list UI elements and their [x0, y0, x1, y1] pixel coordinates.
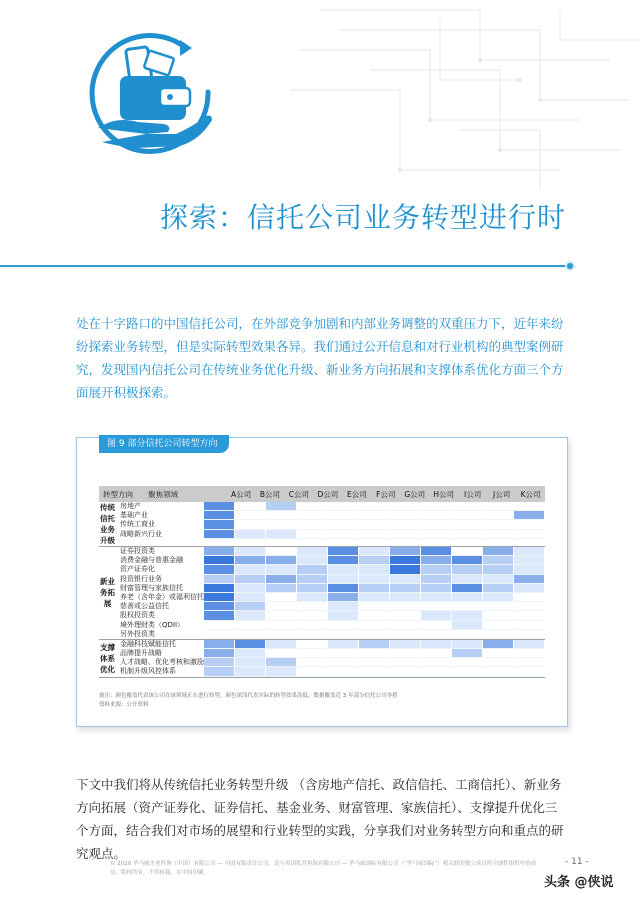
heat-cell	[266, 556, 297, 565]
heat-cell	[421, 584, 452, 593]
divider-dot	[565, 261, 575, 271]
heat-cell	[421, 640, 452, 649]
heat-cell	[421, 575, 452, 584]
heat-cell	[204, 593, 235, 602]
heat-cell	[514, 621, 545, 630]
heat-cell	[328, 547, 359, 556]
company-header: H公司	[433, 489, 455, 499]
focus-area-label: 股权投资类	[120, 611, 155, 620]
company-header: D公司	[317, 489, 339, 499]
heat-cell	[359, 565, 390, 574]
heat-cell	[514, 649, 545, 658]
heat-cell	[328, 584, 359, 593]
heat-cell	[359, 667, 390, 676]
heat-cell	[328, 530, 359, 539]
heat-cell	[514, 584, 545, 593]
focus-area-label: 另外投资类	[120, 629, 155, 638]
heat-cell	[483, 621, 514, 630]
focus-area-label: 财富管理与家族信托	[120, 583, 183, 592]
heat-cell	[483, 602, 514, 611]
heat-cell	[390, 621, 421, 630]
figure-note-text: 备注：颜色覆盖代表该公司在该领域正在进行转型，颜色深浅代表实际的转型效果高低，数据覆盖近 3 年部分信托公司举措	[99, 693, 398, 699]
heat-cell	[359, 630, 390, 639]
heat-cell	[359, 621, 390, 630]
header-area: 聚焦领域	[148, 489, 179, 499]
figure-note	[99, 692, 398, 710]
heat-cell	[452, 621, 483, 630]
heat-cell	[297, 658, 328, 667]
heat-cell	[514, 611, 545, 620]
heat-cell	[235, 667, 266, 676]
matrix-row	[116, 547, 545, 556]
heat-cell	[204, 547, 235, 556]
heat-cell	[421, 530, 452, 539]
company-header: F公司	[376, 489, 396, 499]
intro-paragraph: 处在十字路口的中国信托公司，在外部竞争加剧和内部业务调整的双重压力下，近年来纷纷探索业务转型，但是实际转型效果各异。我们通过公开信息和对行业机构的典型案例研究，发现国内信托公司在传统业务优化升级、新业务方向拓展和支撑体系优化方面三个方面展开积极探索。	[76, 316, 564, 400]
heat-cell	[204, 630, 235, 639]
heat-cell	[483, 667, 514, 676]
heat-cell	[483, 611, 514, 620]
focus-area-label: 养老（含年金）或福利信托	[120, 592, 204, 601]
heat-cell	[328, 593, 359, 602]
heat-cell	[514, 575, 545, 584]
heat-cell	[266, 565, 297, 574]
matrix-row	[116, 611, 545, 620]
heat-cell	[204, 511, 235, 520]
heat-cell	[421, 611, 452, 620]
transformation-matrix	[99, 486, 545, 678]
heat-cell	[235, 658, 266, 667]
heat-cell	[452, 649, 483, 658]
matrix-row	[116, 593, 545, 602]
heat-cell	[390, 630, 421, 639]
heat-cell	[421, 649, 452, 658]
company-header: K公司	[520, 489, 541, 499]
heat-cell	[297, 502, 328, 511]
heat-cell	[359, 584, 390, 593]
heat-cell	[266, 520, 297, 529]
heat-cell	[483, 530, 514, 539]
heat-cell	[514, 640, 545, 649]
copyright-footer: © 2020 毕马威企业咨询（中国）有限公司 — 中国有限责任公司，是与英国私营担保有限公司 — 毕马威国际有限公司（“毕马威国际”）相关联的独立成员所全球性组织中的成员。版权所有，不得转载。在中国印刷。	[110, 861, 537, 876]
heat-cell	[204, 575, 235, 584]
heat-cell	[359, 602, 390, 611]
heat-cell	[483, 649, 514, 658]
heat-cell	[483, 511, 514, 520]
matrix-row	[116, 511, 545, 520]
heat-cell	[266, 575, 297, 584]
heat-cell	[235, 640, 266, 649]
heat-cell	[514, 502, 545, 511]
heat-cell	[297, 530, 328, 539]
heat-cell	[328, 520, 359, 529]
matrix-group	[99, 502, 545, 547]
heat-cell	[297, 556, 328, 565]
matrix-header	[99, 486, 545, 502]
heat-cell	[514, 520, 545, 529]
heat-cell	[421, 502, 452, 511]
heat-cell	[483, 502, 514, 511]
heat-cell	[390, 593, 421, 602]
heat-cell	[266, 547, 297, 556]
heat-cell	[204, 520, 235, 529]
heat-cell	[235, 649, 266, 658]
heat-cell	[235, 630, 266, 639]
matrix-row	[116, 520, 545, 529]
heat-cell	[483, 593, 514, 602]
matrix-row	[116, 556, 545, 565]
heat-cell	[328, 602, 359, 611]
focus-area-label: 金融科技赋能信托	[120, 639, 176, 648]
heat-cell	[452, 640, 483, 649]
heat-cell	[266, 667, 297, 676]
heat-cell	[297, 602, 328, 611]
heat-cell	[266, 530, 297, 539]
heat-cell	[483, 575, 514, 584]
focus-area-label: 证券投资类	[120, 547, 155, 555]
heat-cell	[297, 640, 328, 649]
matrix-group	[99, 547, 545, 640]
figure-source: 资料来源：公开资料	[99, 702, 149, 708]
heat-cell	[421, 547, 452, 556]
company-header: G公司	[404, 489, 426, 499]
heat-cell	[390, 511, 421, 520]
focus-area-label: 房地产	[120, 502, 141, 510]
heat-cell	[235, 511, 266, 520]
focus-area-label: 基础产业	[120, 511, 148, 520]
heat-cell	[235, 584, 266, 593]
heat-cell	[204, 602, 235, 611]
heat-cell	[421, 621, 452, 630]
heat-cell	[452, 602, 483, 611]
matrix-row	[116, 649, 545, 658]
heat-cell	[452, 658, 483, 667]
heat-cell	[297, 630, 328, 639]
heat-cell	[390, 520, 421, 529]
heat-cell	[297, 593, 328, 602]
heat-cell	[452, 565, 483, 574]
heat-cell	[328, 649, 359, 658]
heat-cell	[266, 511, 297, 520]
heat-cell	[328, 565, 359, 574]
heat-cell	[266, 621, 297, 630]
heat-cell	[235, 621, 266, 630]
heat-cell	[297, 621, 328, 630]
watermark: 头条 @侠说	[544, 875, 614, 890]
heat-cell	[235, 502, 266, 511]
heat-cell	[204, 565, 235, 574]
heat-cell	[452, 667, 483, 676]
matrix-row	[116, 630, 545, 639]
heat-cell	[514, 593, 545, 602]
heat-cell	[235, 530, 266, 539]
matrix-row	[116, 621, 545, 630]
heat-cell	[328, 502, 359, 511]
heat-cell	[514, 547, 545, 556]
heat-cell	[266, 502, 297, 511]
heat-cell	[235, 602, 266, 611]
heat-cell	[204, 530, 235, 539]
group-label: 支撑体系优化	[100, 642, 115, 674]
heat-cell	[483, 520, 514, 529]
heat-cell	[297, 611, 328, 620]
matrix-row	[116, 658, 545, 667]
heat-cell	[452, 547, 483, 556]
heat-cell	[421, 511, 452, 520]
matrix-group	[99, 640, 545, 678]
focus-area-label: 资产证券化	[120, 565, 155, 574]
matrix-row	[116, 667, 545, 676]
heat-cell	[359, 556, 390, 565]
heat-cell	[266, 649, 297, 658]
focus-area-label: 慈善或公益信托	[120, 602, 169, 611]
heat-cell	[514, 530, 545, 539]
heat-cell	[359, 511, 390, 520]
heat-cell	[359, 575, 390, 584]
heat-cell	[235, 547, 266, 556]
matrix-row	[116, 530, 545, 539]
heat-cell	[328, 511, 359, 520]
company-header: C公司	[288, 489, 310, 499]
heat-cell	[483, 658, 514, 667]
heat-cell	[235, 611, 266, 620]
heat-cell	[297, 584, 328, 593]
heat-cell	[483, 556, 514, 565]
heat-cell	[359, 502, 390, 511]
title-divider	[0, 265, 566, 267]
heat-cell	[514, 565, 545, 574]
company-header: I公司	[464, 489, 482, 499]
heat-cell	[266, 602, 297, 611]
heat-cell	[359, 520, 390, 529]
figure-caption: 图 9 部分信托公司转型方向	[99, 435, 229, 453]
heat-cell	[483, 640, 514, 649]
heat-cell	[204, 649, 235, 658]
heat-cell	[390, 530, 421, 539]
heat-cell	[514, 602, 545, 611]
heat-cell	[452, 630, 483, 639]
heat-cell	[328, 658, 359, 667]
heat-cell	[452, 593, 483, 602]
heat-cell	[266, 630, 297, 639]
heat-cell	[514, 630, 545, 639]
heat-cell	[421, 602, 452, 611]
heat-cell	[421, 630, 452, 639]
heat-cell	[421, 556, 452, 565]
heat-cell	[452, 556, 483, 565]
heat-cell	[390, 502, 421, 511]
heat-cell	[204, 502, 235, 511]
heat-cell	[328, 611, 359, 620]
heat-cell	[297, 649, 328, 658]
heat-cell	[359, 611, 390, 620]
matrix-row	[116, 565, 545, 574]
heat-cell	[297, 565, 328, 574]
heat-cell	[421, 593, 452, 602]
heat-cell	[359, 593, 390, 602]
heat-cell	[483, 584, 514, 593]
heat-cell	[452, 584, 483, 593]
heat-cell	[390, 640, 421, 649]
heat-cell	[359, 547, 390, 556]
matrix-row	[116, 602, 545, 611]
heat-cell	[328, 575, 359, 584]
heat-cell	[390, 649, 421, 658]
heat-cell	[235, 520, 266, 529]
heat-cell	[204, 584, 235, 593]
heat-cell	[266, 640, 297, 649]
page-title: 探索：信托公司业务转型进行时	[160, 201, 567, 234]
heat-cell	[266, 658, 297, 667]
heat-cell	[328, 556, 359, 565]
heat-cell	[452, 511, 483, 520]
heat-cell	[390, 611, 421, 620]
heat-cell	[421, 658, 452, 667]
heat-cell	[297, 520, 328, 529]
group-label: 新业务拓展	[100, 577, 115, 609]
heat-cell	[483, 630, 514, 639]
figure-card	[76, 437, 568, 727]
heat-cell	[204, 667, 235, 676]
heat-cell	[266, 611, 297, 620]
heat-cell	[390, 602, 421, 611]
focus-area-label: 投资银行业务	[120, 574, 162, 583]
heat-cell	[483, 565, 514, 574]
focus-area-label: 传统工商业	[120, 520, 155, 529]
group-label: 传统信托业务升级	[100, 503, 115, 545]
company-header: J公司	[492, 489, 511, 499]
heat-cell	[297, 667, 328, 676]
heat-cell	[297, 547, 328, 556]
company-header: E公司	[346, 489, 367, 499]
heat-cell	[452, 530, 483, 539]
heat-cell	[421, 565, 452, 574]
heat-cell	[204, 611, 235, 620]
header-type: 转型方向	[103, 489, 133, 499]
heat-cell	[514, 667, 545, 676]
heat-cell	[235, 565, 266, 574]
heat-cell	[390, 565, 421, 574]
heat-cell	[359, 649, 390, 658]
circuit-decoration	[280, 0, 640, 200]
focus-area-label: 境外理财类（QDII）	[120, 620, 185, 629]
heat-cell	[266, 584, 297, 593]
heat-cell	[359, 640, 390, 649]
heat-cell	[452, 520, 483, 529]
wallet-hand-icon	[76, 20, 226, 170]
heat-cell	[328, 630, 359, 639]
heat-cell	[390, 584, 421, 593]
heat-cell	[359, 658, 390, 667]
company-header: A公司	[230, 489, 252, 499]
focus-area-label: 机制升级风控体系	[120, 667, 176, 676]
heat-cell	[328, 667, 359, 676]
heat-cell	[359, 530, 390, 539]
focus-area-label: 消费金融与普惠金融	[120, 556, 183, 565]
page-number: - 11 -	[565, 857, 589, 867]
matrix-row	[116, 575, 545, 584]
heat-cell	[483, 547, 514, 556]
heat-cell	[204, 640, 235, 649]
matrix-row	[116, 502, 545, 511]
heat-cell	[452, 502, 483, 511]
focus-area-label: 人才战略、优化考核和激励	[120, 658, 204, 667]
heat-cell	[452, 575, 483, 584]
hero-banner	[0, 0, 640, 285]
heat-cell	[390, 658, 421, 667]
heat-cell	[328, 640, 359, 649]
heat-cell	[328, 621, 359, 630]
heat-cell	[514, 511, 545, 520]
body-paragraph: 下文中我们将从传统信托业务转型升级 （含房地产信托、政信信托、工商信托）、新业务方向拓展（资产证券化、证券信托、基金业务、财富管理、家族信托）、支撑提升优化三个方面，结合我们对市场的展望和行业转型的实践，分享我们对业务转型方向和重点的研究观点。	[76, 777, 564, 861]
heat-cell	[204, 621, 235, 630]
heat-cell	[297, 511, 328, 520]
heat-cell	[452, 611, 483, 620]
heat-cell	[390, 547, 421, 556]
heat-cell	[421, 667, 452, 676]
focus-area-label: 战略新兴行业	[120, 529, 162, 538]
matrix-row	[116, 584, 545, 593]
heat-cell	[390, 575, 421, 584]
heat-cell	[204, 556, 235, 565]
heat-cell	[514, 556, 545, 565]
heat-cell	[514, 658, 545, 667]
matrix-row	[116, 640, 545, 649]
heat-cell	[204, 658, 235, 667]
heat-cell	[235, 556, 266, 565]
heat-cell	[235, 575, 266, 584]
heat-cell	[266, 593, 297, 602]
heat-cell	[390, 556, 421, 565]
heat-cell	[297, 575, 328, 584]
heat-cell	[235, 593, 266, 602]
heat-cell	[421, 520, 452, 529]
focus-area-label: 品牌提升战略	[120, 649, 162, 658]
heat-cell	[390, 667, 421, 676]
company-header: B公司	[259, 489, 281, 499]
